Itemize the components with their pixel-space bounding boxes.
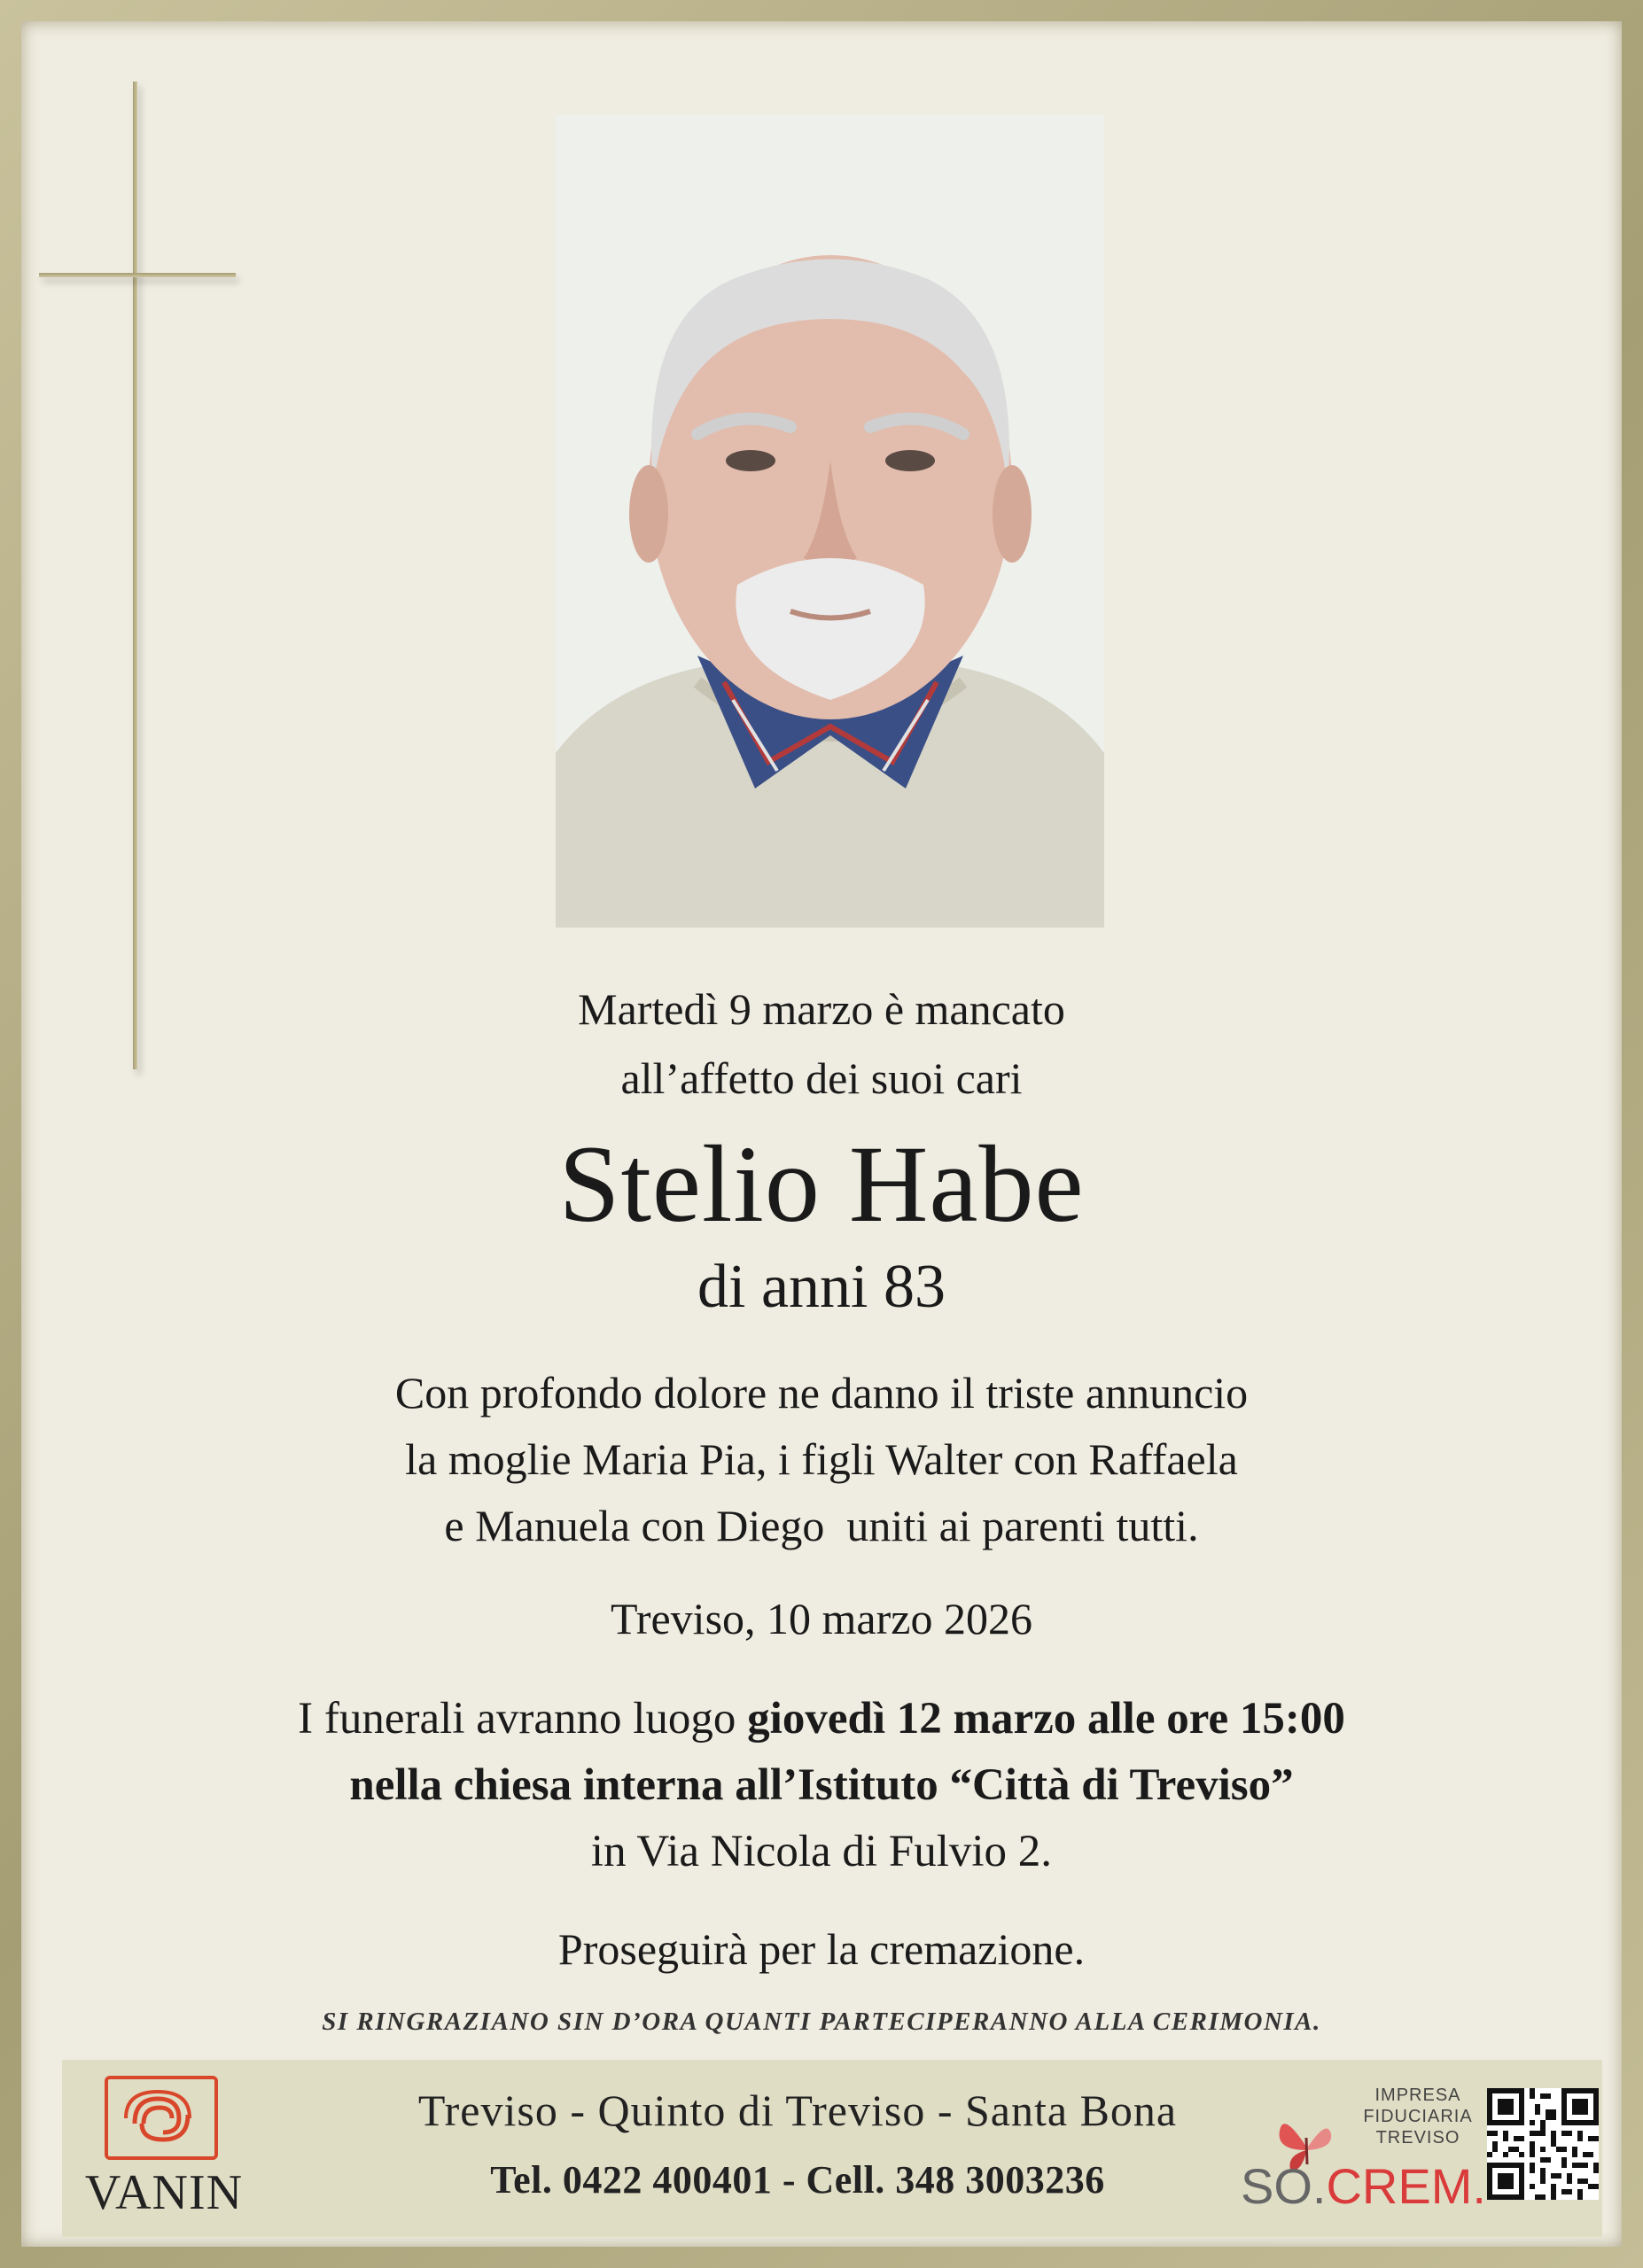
family-line-3: e Manuela con Diego uniti ai parenti tutti. — [444, 1501, 1199, 1550]
socrem-so: SO. — [1241, 2158, 1327, 2214]
thanks-note: SI RINGRAZIANO SIN D’ORA QUANTI PARTECIPERANNO ALLA CERIMONIA. — [322, 2008, 1321, 2036]
socrem-caption — [1338, 2085, 1498, 2148]
portrait-illustration — [556, 115, 1104, 928]
family-line-2: la moglie Maria Pia, i figli Walter con Raffaela — [405, 1434, 1238, 1484]
cross-icon-bar — [39, 273, 236, 277]
footer-phones: Tel. 0422 400401 - Cell. 348 3003236 — [490, 2158, 1105, 2202]
funeral-prefix: I funerali avranno luogo — [298, 1694, 748, 1744]
family-line-1: Con profondo dolore ne danno il triste annuncio — [394, 1368, 1249, 1418]
cross-icon — [133, 82, 137, 1069]
funeral-line-2 — [0, 1752, 1643, 1819]
footer-locations: Treviso - Quinto di Treviso - Santa Bona — [417, 2085, 1178, 2135]
vanin-logo-mark — [108, 2079, 214, 2156]
portrait-photo — [556, 115, 1104, 928]
intro-line-2: all’affetto dei suoi cari — [620, 1053, 1023, 1103]
intro-text — [0, 975, 1643, 1113]
socrem-caption-line-1: IMPRESA — [1374, 2085, 1461, 2105]
funeral-when: giovedì 12 marzo alle ore 15:00 — [747, 1694, 1345, 1744]
place-date: Treviso, 10 marzo 2026 — [611, 1594, 1032, 1643]
deceased-age: di anni 83 — [697, 1253, 946, 1321]
qr-code-pattern — [1487, 2088, 1599, 2200]
intro-line-1: Martedì 9 marzo è mancato — [578, 984, 1065, 1034]
deceased-name: Stelio Habe — [558, 1123, 1085, 1245]
socrem-logo — [1241, 2155, 1486, 2218]
qr-code-icon[interactable] — [1487, 2088, 1599, 2200]
footer-bar — [62, 2060, 1602, 2237]
socrem-caption-line-3: TREVISO — [1375, 2128, 1460, 2148]
funeral-line-1 — [0, 1686, 1643, 1752]
family-text — [0, 1360, 1643, 1559]
funeral-where: nella chiesa interna all’Istituto “Città di Treviso” — [349, 1760, 1294, 1810]
vanin-logo-icon — [105, 2076, 218, 2160]
funeral-address: in Via Nicola di Fulvio 2. — [590, 1827, 1053, 1876]
socrem-crem: CREM. — [1326, 2158, 1486, 2214]
vanin-brand: VANIN — [84, 2165, 244, 2220]
funeral-details — [0, 1686, 1643, 1885]
socrem-caption-line-2: FIDUCIARIA — [1363, 2107, 1473, 2126]
cremation-note: Proseguirà per la cremazione. — [557, 1924, 1086, 1974]
